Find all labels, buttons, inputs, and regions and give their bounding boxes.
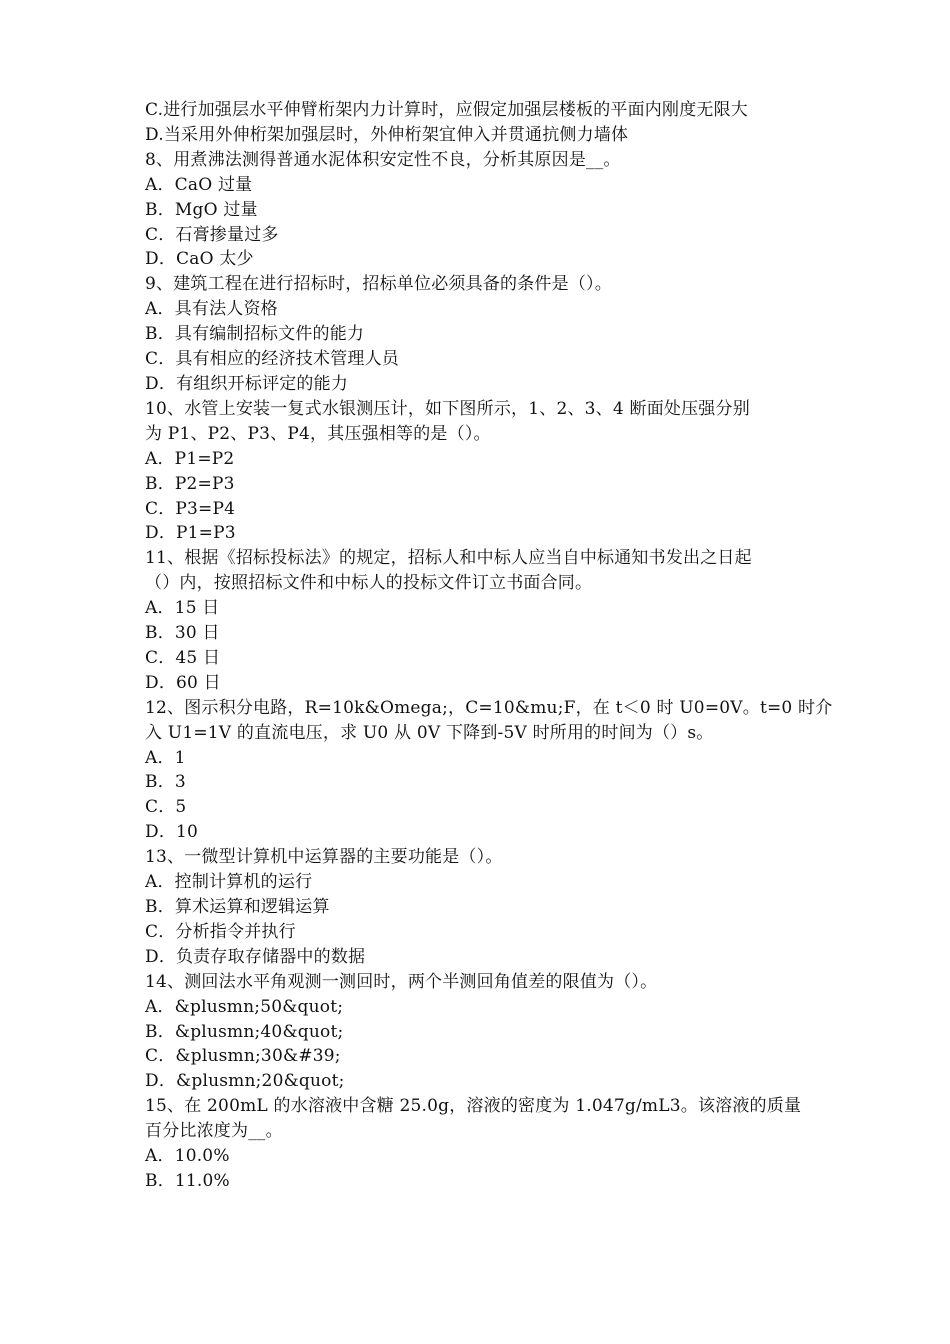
text-line: C．分析指令并执行 [145,921,296,942]
document-body [145,98,833,1194]
text-line: D．10 [145,822,199,843]
text-line: B．MgO 过量 [145,199,258,220]
text-line: A．控制计算机的运行 [145,872,313,893]
text-line: 12、图示积分电路，R=10k&Omega;，C=10&mu;F，在 t＜0 时 U0=0V。t=0 时介 [145,697,833,718]
text-line: 11、根据《招标投标法》的规定，招标人和中标人应当自中标通知书发出之日起 [145,548,752,569]
text-line: B．P2=P3 [145,473,235,494]
text-line: A．具有法人资格 [145,299,278,320]
text-line: D.当采用外伸桁架加强层时，外伸桁架宜伸入并贯通抗侧力墙体 [145,124,629,145]
text-line: C.进行加强层水平伸臂桁架内力计算时，应假定加强层楼板的平面内刚度无限大 [145,100,749,120]
text-line: 百分比浓度为__。 [145,1121,283,1142]
text-line: 9、建筑工程在进行招标时，招标单位必须具备的条件是（）。 [145,274,612,295]
text-line: D．CaO 太少 [145,249,254,270]
text-line: C．&plusmn;30&#39; [145,1046,341,1067]
text-line: D．60 日 [145,672,221,693]
text-line: C．45 日 [145,647,221,668]
text-line: B．&plusmn;40&quot; [145,1021,344,1042]
text-line: A．15 日 [145,598,220,619]
text-line: A．CaO 过量 [145,174,253,195]
text-line: D．&plusmn;20&quot; [145,1071,345,1092]
text-line: 15、在 200mL 的水溶液中含糖 25.0g，溶液的密度为 1.047g/mL3。该溶液的质量 [145,1096,802,1117]
text-line: C．石膏掺量过多 [145,224,279,245]
text-line: C．P3=P4 [145,498,236,519]
text-line: B．30 日 [145,623,220,644]
text-line: 10、水管上安装一复式水银测压计，如下图所示，1、2、3、4 断面处压强分别 [145,398,750,419]
text-line: 为 P1、P2、P3、P4，其压强相等的是（）。 [145,423,491,444]
text-line: C．具有相应的经济技术管理人员 [145,349,400,370]
text-line: A．&plusmn;50&quot; [145,996,344,1017]
text-line: D．有组织开标评定的能力 [145,373,349,394]
text-line: 13、一微型计算机中运算器的主要功能是（）。 [145,847,503,868]
text-line: D．P1=P3 [145,523,236,544]
text-line: A．1 [145,747,186,768]
text-line: （）内，按照招标文件和中标人的投标文件订立书面合同。 [145,573,593,594]
text-line: C．5 [145,797,187,818]
text-line: 入 U1=1V 的直流电压，求 U0 从 0V 下降到-5V 时所用的时间为（）s。 [145,722,714,743]
text-line: B．11.0% [145,1170,230,1191]
text-line: B．算术运算和逻辑运算 [145,897,330,917]
text-line: D．负责存取存储器中的数据 [145,946,366,967]
text-line: B．具有编制招标文件的能力 [145,324,365,345]
text-line: B．3 [145,772,186,793]
text-line: 8、用煮沸法测得普通水泥体积安定性不良，分析其原因是__。 [145,149,621,170]
text-line: A．10.0% [145,1146,230,1167]
text-line: 14、测回法水平角观测一测回时，两个半测回角值差的限值为（）。 [145,971,658,992]
text-line: A．P1=P2 [145,448,235,469]
